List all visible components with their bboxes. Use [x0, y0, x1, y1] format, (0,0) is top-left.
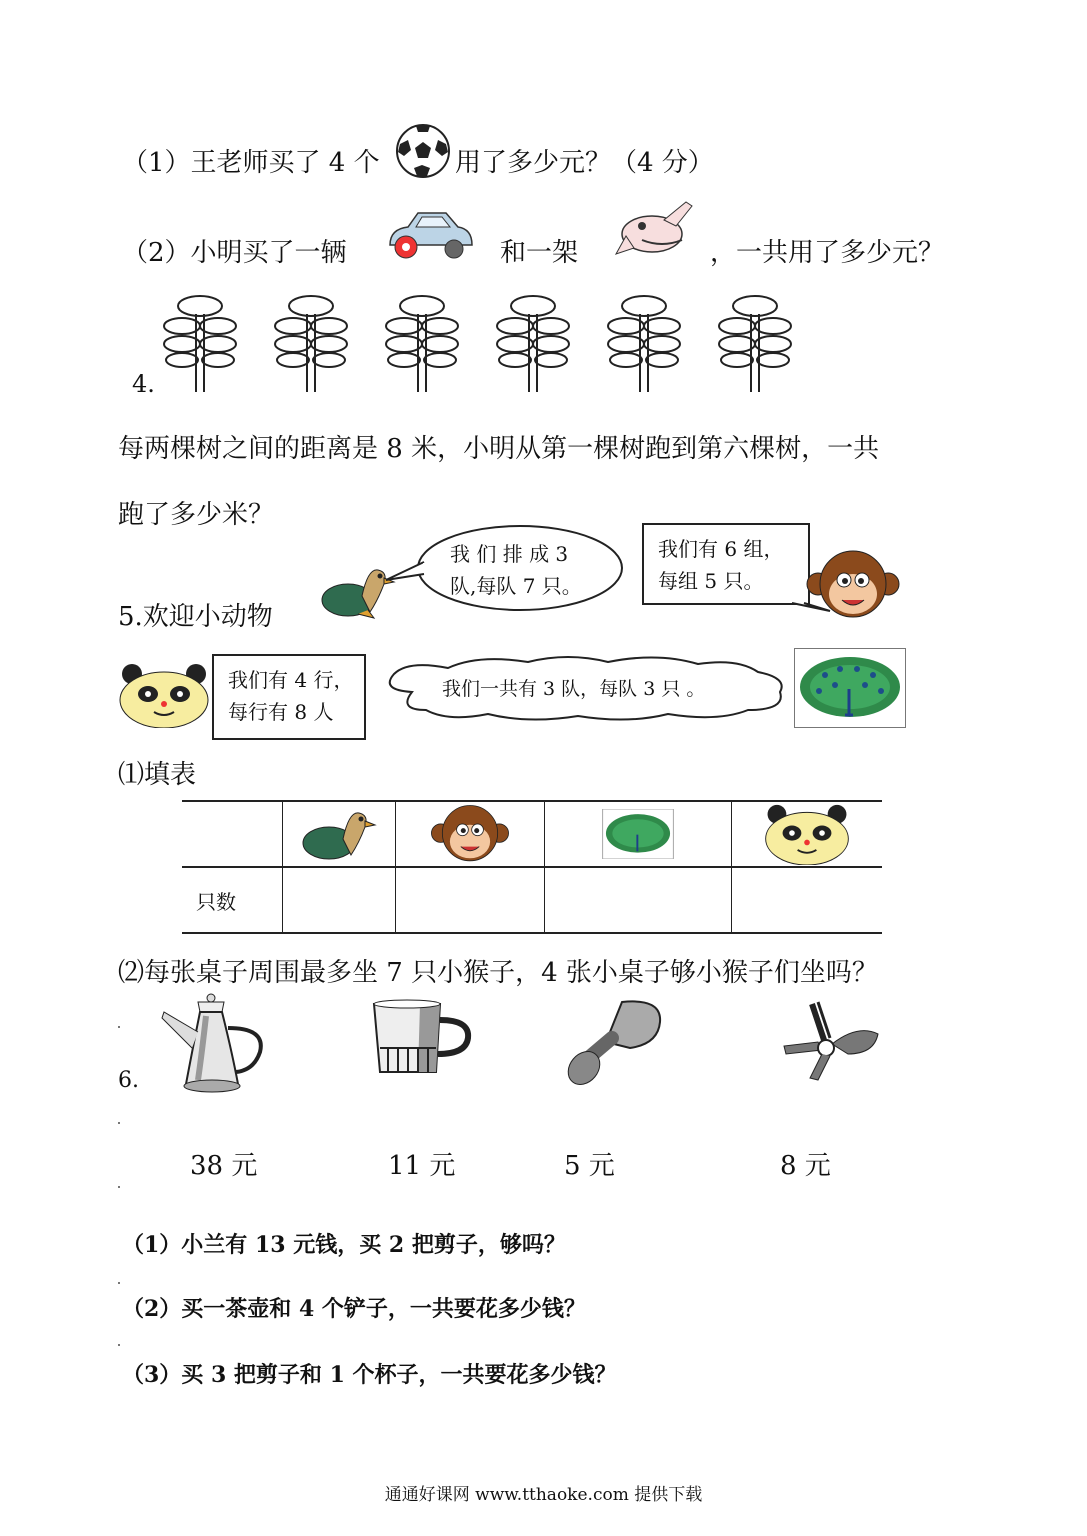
soccer-ball-icon — [394, 122, 452, 180]
table-row-label: 只数 — [182, 867, 283, 933]
table-cell-monkey — [396, 801, 545, 867]
margin-mark — [118, 1344, 120, 1346]
tree-icon — [604, 292, 684, 396]
q5-sub2: ⑵每张桌子周围最多坐 7 只小猴子，4 张小桌子够小猴子们坐吗？ — [118, 958, 878, 988]
table-cell-peacock — [545, 801, 732, 867]
toy-plane-icon — [612, 196, 698, 264]
margin-mark — [118, 1026, 120, 1028]
tree-icon — [271, 292, 351, 396]
cup-price: 11 元 — [388, 1151, 456, 1181]
monkey-speech-box — [642, 523, 810, 605]
panda-says-line2: 每行有 8 人 — [228, 700, 334, 724]
table-answer-duck[interactable] — [283, 867, 396, 933]
duck-says-line2: 队,每队 7 只。 — [450, 574, 582, 598]
q3-part1-b: 用了多少元？（4 分） — [455, 148, 714, 178]
tree-icon — [493, 292, 573, 396]
monkey-icon — [806, 548, 900, 622]
q5-sub1: ⑴填表 — [118, 760, 197, 790]
table-answer-peacock[interactable] — [545, 867, 732, 933]
tree-icon — [382, 292, 462, 396]
tree-icon — [160, 292, 240, 396]
teapot-icon — [158, 992, 270, 1096]
q4-line1: 每两棵树之间的距离是 8 米，小明从第一棵树跑到第六棵树，一共 — [118, 434, 880, 464]
duck-icon — [299, 803, 379, 865]
tree-icon — [715, 292, 795, 396]
cup-icon — [370, 998, 474, 1076]
scissors-price: 8 元 — [780, 1151, 831, 1181]
toy-car-icon — [384, 205, 476, 265]
peacock-icon — [794, 648, 906, 728]
panda-says-line1: 我们有 4 行， — [228, 668, 354, 692]
table-corner-cell — [182, 801, 283, 867]
duck-speech-bubble — [384, 522, 626, 614]
margin-mark — [118, 1122, 120, 1124]
duck-says-line1: 我 们 排 成 3 — [450, 542, 569, 566]
shovel-price: 5 元 — [564, 1151, 615, 1181]
margin-mark — [118, 1282, 120, 1284]
peacock-cloud-bubble — [378, 652, 798, 724]
scissors-icon — [778, 994, 882, 1082]
q4-line2: 跑了多少米？ — [118, 500, 275, 530]
margin-mark — [118, 1186, 120, 1188]
peacock-says: 我们一共有 3 队，每队 3 只 。 — [442, 678, 706, 700]
q4-number: 4. — [132, 370, 155, 398]
q6-sub1: （1）小兰有 13 元钱，买 2 把剪子，够吗？ — [122, 1232, 566, 1258]
table-cell-duck — [283, 801, 396, 867]
q3-part2-a: （2）小明买了一辆 — [122, 238, 347, 268]
panda-speech-box — [212, 654, 366, 740]
table-answer-panda[interactable] — [732, 867, 883, 933]
teapot-price: 38 元 — [190, 1151, 258, 1181]
shovel-icon — [566, 998, 664, 1088]
table-header-row — [182, 801, 882, 867]
animal-count-table — [182, 800, 882, 934]
q6-number: 6. — [118, 1068, 139, 1093]
monkey-icon — [423, 803, 517, 865]
q6-sub2: （2）买一茶壶和 4 个铲子，一共要花多少钱？ — [122, 1296, 586, 1322]
monkey-says-line1: 我们有 6 组， — [658, 537, 784, 561]
q3-part2-b: 和一架 — [500, 238, 579, 268]
panda-icon — [118, 662, 210, 728]
table-cell-panda — [732, 801, 883, 867]
page-footer: 通通好课网 www.tthaoke.com 提供下载 — [384, 1485, 703, 1505]
q3-part1-a: （1）王老师买了 4 个 — [122, 148, 380, 178]
tree-row — [160, 292, 810, 396]
table-answer-monkey[interactable] — [396, 867, 545, 933]
peacock-icon — [585, 809, 691, 859]
q5-title: 5.欢迎小动物 — [118, 602, 273, 632]
panda-icon — [752, 803, 862, 865]
table-count-row — [182, 867, 882, 933]
q3-part2-c: ，一共用了多少元？ — [710, 238, 945, 268]
q6-sub3: （3）买 3 把剪子和 1 个杯子，一共要花多少钱？ — [122, 1362, 617, 1388]
monkey-says-line2: 每组 5 只。 — [658, 569, 764, 593]
